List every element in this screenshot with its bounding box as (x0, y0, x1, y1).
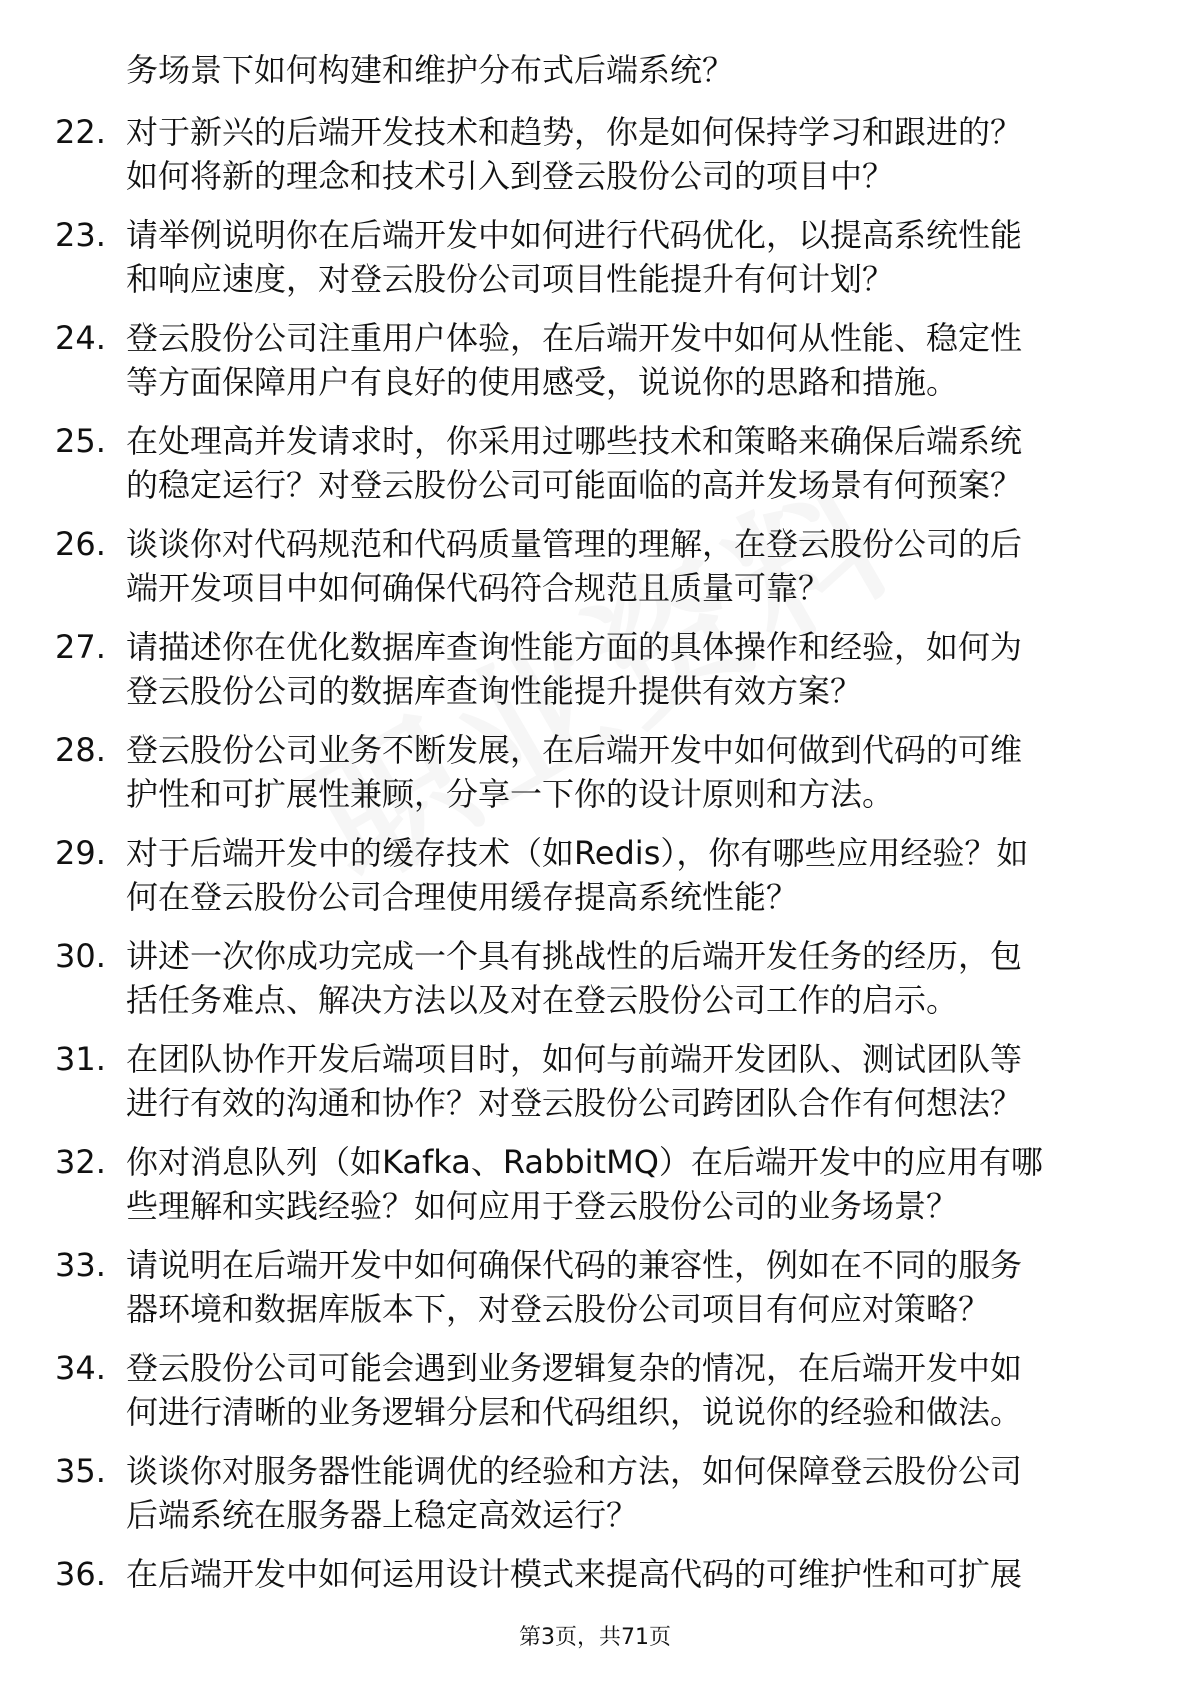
question-number: 32. (55, 1143, 106, 1181)
list-item (0, 728, 1190, 831)
question-number: 36. (55, 1555, 106, 1593)
question-text-line: 器环境和数据库版本下，对登云股份公司项目有何应对策略？ (126, 1290, 991, 1328)
question-number: 30. (55, 937, 106, 975)
question-text-line: 请说明在后端开发中如何确保代码的兼容性，例如在不同的服务 (126, 1246, 1023, 1284)
question-text-line: 护性和可扩展性兼顾，分享一下你的设计原则和方法。 (126, 775, 895, 813)
question-text-line: 你对消息队列（如Kafka、RabbitMQ）在后端开发中的应用有哪 (126, 1143, 1043, 1181)
question-text-line: 端开发项目中如何确保代码符合规范且质量可靠？ (126, 569, 831, 607)
question-list (0, 110, 1190, 1655)
list-item (0, 1346, 1190, 1449)
list-item (0, 522, 1190, 625)
list-item (0, 934, 1190, 1037)
question-text-line: 何进行清晰的业务逻辑分层和代码组织，说说你的经验和做法。 (126, 1393, 1023, 1431)
question-number: 26. (55, 525, 106, 563)
question-number: 23. (55, 216, 106, 254)
question-text-line: 何在登云股份公司合理使用缓存提高系统性能？ (126, 878, 799, 916)
question-text-line: 进行有效的沟通和协作？对登云股份公司跨团队合作有何想法？ (126, 1084, 1023, 1122)
list-item (0, 213, 1190, 316)
question-number: 31. (55, 1040, 106, 1078)
question-number: 34. (55, 1349, 106, 1387)
question-text-line: 如何将新的理念和技术引入到登云股份公司的项目中？ (126, 157, 895, 195)
question-number: 29. (55, 834, 106, 872)
question-number: 28. (55, 731, 106, 769)
question-text-line: 登云股份公司注重用户体验，在后端开发中如何从性能、稳定性 (126, 319, 1023, 357)
list-item (0, 419, 1190, 522)
question-text-line: 谈谈你对代码规范和代码质量管理的理解，在登云股份公司的后 (126, 525, 1023, 563)
question-text-line: 请描述你在优化数据库查询性能方面的具体操作和经验，如何为 (126, 628, 1023, 666)
list-item (0, 1037, 1190, 1140)
page-footer: 第3页，共71页 (519, 1625, 671, 1650)
question-text-line: 登云股份公司业务不断发展，在后端开发中如何做到代码的可维 (126, 731, 1023, 769)
question-text-line: 在团队协作开发后端项目时，如何与前端开发团队、测试团队等 (126, 1040, 1023, 1078)
question-text-line: 在后端开发中如何运用设计模式来提高代码的可维护性和可扩展 (126, 1555, 1023, 1593)
list-item (0, 625, 1190, 728)
question-text-line: 的稳定运行？对登云股份公司可能面临的高并发场景有何预案？ (126, 466, 1023, 504)
list-item (0, 110, 1190, 213)
question-text-line: 后端系统在服务器上稳定高效运行？ (126, 1496, 639, 1534)
question-number: 27. (55, 628, 106, 666)
question-number: 24. (55, 319, 106, 357)
list-item (0, 1449, 1190, 1552)
question-text-line: 登云股份公司的数据库查询性能提升提供有效方案？ (126, 672, 863, 710)
question-text-line: 和响应速度，对登云股份公司项目性能提升有何计划？ (126, 260, 895, 298)
question-number: 22. (55, 113, 106, 151)
continuation-text: 务场景下如何构建和维护分布式后端系统？ (126, 51, 735, 89)
list-item (0, 1243, 1190, 1346)
question-text-line: 对于后端开发中的缓存技术（如Redis），你有哪些应用经验？如 (126, 834, 1029, 872)
question-text-line: 请举例说明你在后端开发中如何进行代码优化，以提高系统性能 (126, 216, 1023, 254)
question-text-line: 谈谈你对服务器性能调优的经验和方法，如何保障登云股份公司 (126, 1452, 1023, 1490)
question-text-line: 些理解和实践经验？如何应用于登云股份公司的业务场景？ (126, 1187, 959, 1225)
question-text-line: 讲述一次你成功完成一个具有挑战性的后端开发任务的经历，包 (126, 937, 1023, 975)
question-number: 33. (55, 1246, 106, 1284)
list-item (0, 316, 1190, 419)
question-text-line: 对于新兴的后端开发技术和趋势，你是如何保持学习和跟进的？ (126, 113, 1023, 151)
list-item (0, 831, 1190, 934)
question-text-line: 等方面保障用户有良好的使用感受，说说你的思路和措施。 (126, 363, 959, 401)
question-text-line: 括任务难点、解决方法以及对在登云股份公司工作的启示。 (126, 981, 959, 1019)
question-text-line: 登云股份公司可能会遇到业务逻辑复杂的情况，在后端开发中如 (126, 1349, 1023, 1387)
question-number: 25. (55, 422, 106, 460)
question-text-line: 在处理高并发请求时，你采用过哪些技术和策略来确保后端系统 (126, 422, 1023, 460)
list-item (0, 1140, 1190, 1243)
question-number: 35. (55, 1452, 106, 1490)
